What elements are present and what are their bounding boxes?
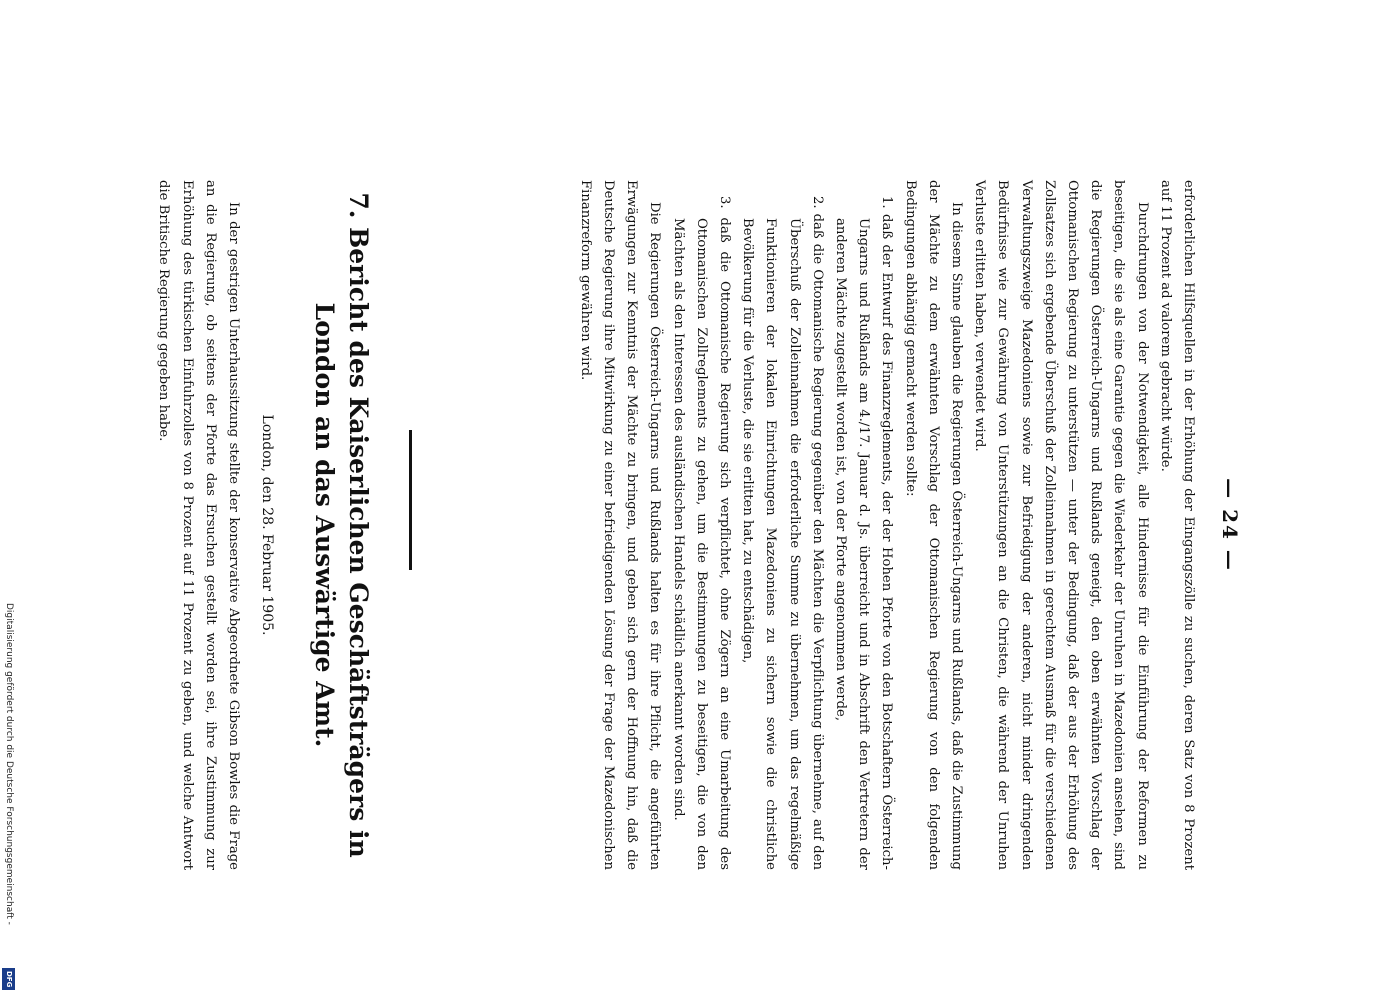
list-item: 1. daß der Entwurf des Finanzreglements, der der Hohen Pforte von den Botschaftern Österreich-Ungarns und Rußlands am 4./17. Januar d. Js. überreicht und in Abschrift den Vertretern der anderen Mächte zugestellt worden ist, von der Pforte angenommen werde, [832, 196, 895, 870]
paragraph: Die Regierungen Österreich-Ungarns und Rußlands halten es für ihre Pflicht, die angeführten Erwägungen zur Kenntnis der Mächte zu bringen, und geben sich gern der Hoffnung hin, daß die Deutsche Regierung ihre Mitwirkung zu einer befriedigenden Lösung der Frage der Mazedonischen Finanzreform gewähren wird. [577, 180, 663, 870]
paragraph: In diesem Sinne glauben die Regierungen Österreich-Ungarns und Rußlands, daß die Zustimmung der Mächte zu dem erwähnten Vorschlag der Ottomanischen Regierung von den folgenden Bedingungen abhängig gemacht werden sollte: [902, 180, 964, 870]
paragraph: In der gestrigen Unterhaussitzung stellte der konservative Abgeordnete Gibson Bowles die Frage an die Regierung, ob seitens der Pforte das Ersuchen gestellt worden sei, ihre Zustimmung zur Erhöhung des türkischen Einfuhrzolles von 8 Prozent auf 11 Prozent zu geben, und welche Antwort die Britische Regierung gegeben habe. [156, 180, 241, 870]
section-divider [409, 430, 412, 570]
dateline: London, den 28. Februar 1905. [259, 414, 275, 636]
credit-text: Digitalisierung gefördert durch die Deutsche Forschungsgemeinschaft - [4, 603, 14, 925]
document-body [574, 180, 1200, 870]
credit-strip [0, 0, 18, 1000]
dfg-logo: DFG [2, 968, 15, 990]
list-item: 3. daß die Ottomanische Regierung sich verpflichtet, ohne Zögern an eine Umarbeitung des Ottomanischen Zollreglements zu gehen, um die Bestimmungen zu beseitigen, die von den Mächten als den Interessen des ausländischen Handels schädlich anerkannt worden sind. [670, 196, 732, 870]
list-item: 2. daß die Ottomanische Regierung gegenüber den Mächten die Verpflichtung übernehme, auf den Überschuß der Zolleinnahmen die erforderliche Summe zu übernehmen, um das regelmäßige Funktionieren der lokalen Einrichtungen Mazedoniens zu sichern sowie die christliche Bevölkerung für die Verluste, die sie erlitten hat, zu entschädigen, [740, 196, 825, 870]
section-heading: 7. Bericht des Kaiserlichen Geschäftsträgers in London an das Auswärtige Amt. [310, 192, 373, 858]
paragraph: erforderlichen Hilfsquellen in der Erhöhung der Eingangszölle zu suchen, deren Satz von 8 Prozent auf 11 Prozent ad valorem gebracht würde. [1157, 180, 1196, 870]
paragraph: Durchdrungen von der Notwendigkeit, alle Hindernisse für die Einführung der Reformen zu beseitigen, die sie als eine Garantie gegen die Wiederkehr der Unruhen in Mazedonien ansehen, sind die Regierungen Österreich-Ungarns und Rußlands geneigt, den oben erwähnten Vorschlag der Ottomanischen Regierung zu unterstützen — unter der Bedingung, daß der aus der Erhöhung des Zollsatzes sich ergebende Überschuß der Zolleinnahmen in gerechtem Ausmaß für die verschiedenen Verwaltungszweige Mazedoniens sowie zur Befriedigung der anderen, nicht minder dringenden Bedürfnisse wie zur Gewährung von Unterstützungen an die Christen, die während der Unruhen Verluste erlitten haben, verwendet wird. [972, 180, 1150, 870]
document-page [150, 180, 1242, 870]
document-body-2 [152, 180, 245, 870]
page-number: — 24 — [1218, 478, 1242, 572]
